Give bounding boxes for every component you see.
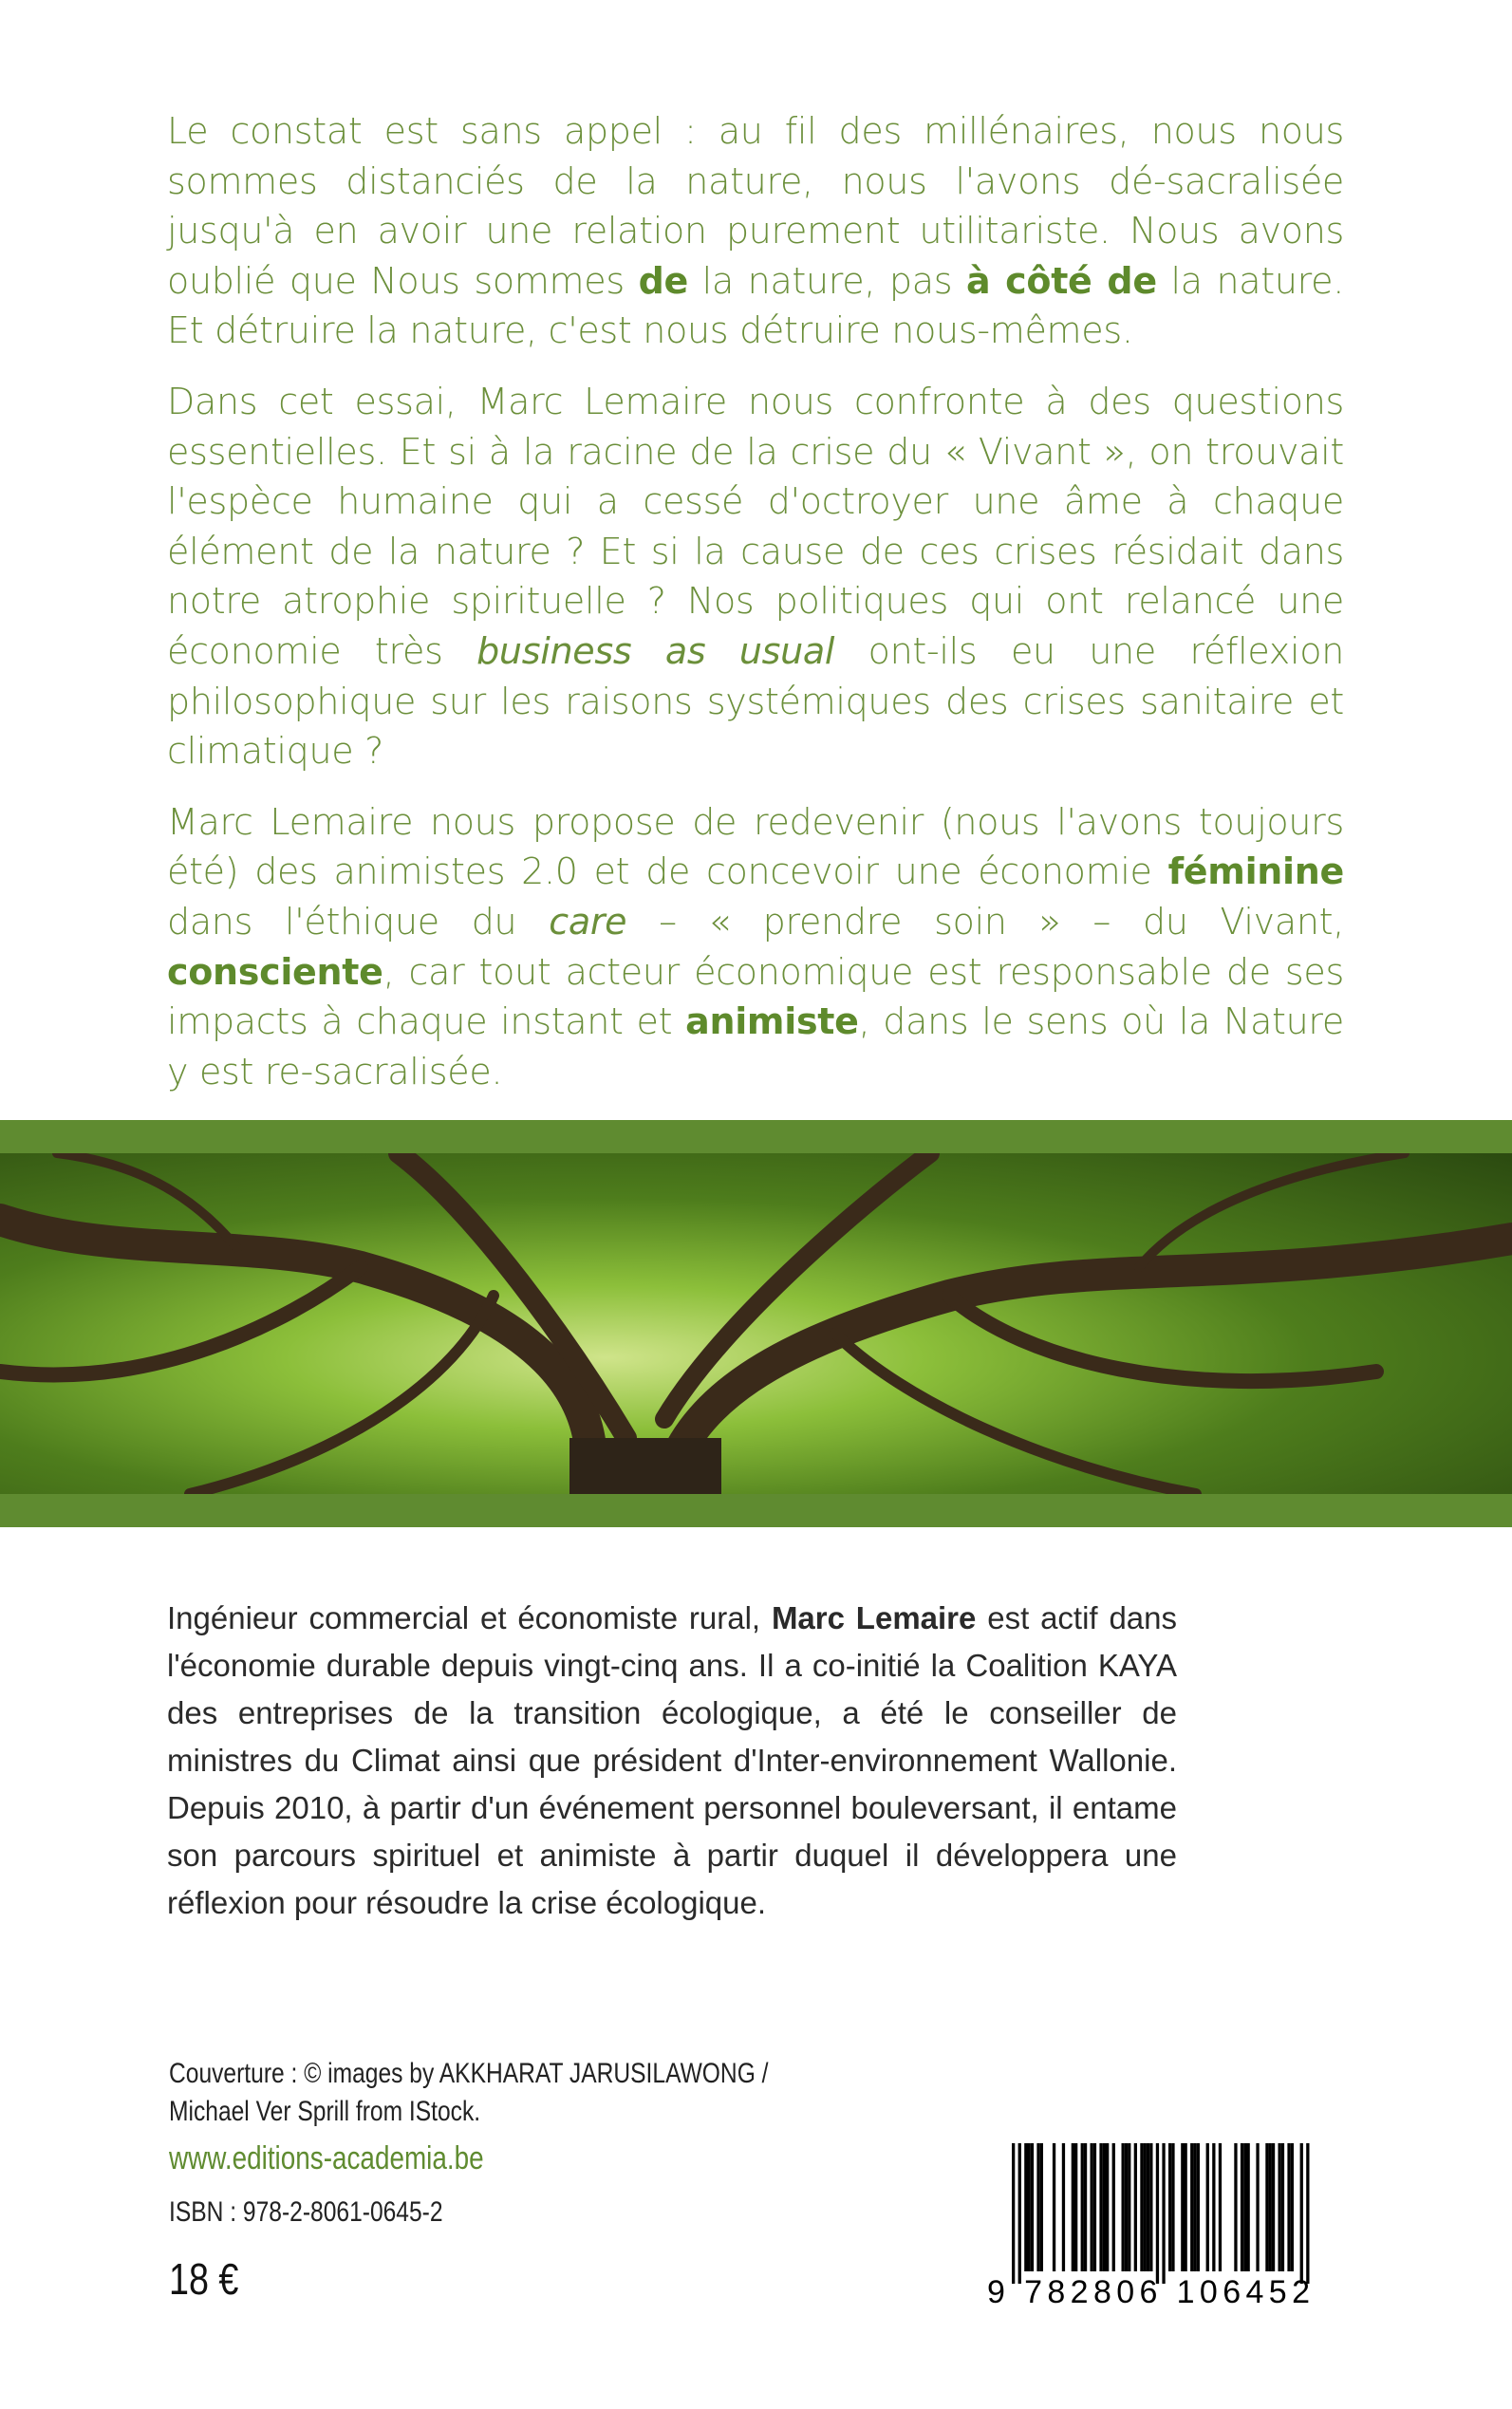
barcode-bar [1190,2143,1193,2271]
blurb-paragraph [167,377,1344,776]
barcode-bar [1193,2143,1196,2271]
barcode-bar [1062,2143,1065,2271]
barcode-bar [1140,2143,1143,2271]
blurb-text: la nature. Et détruire la nature, c'est nous détruire nous-mêmes. [167,259,1345,352]
barcode-bar [1144,2143,1147,2271]
barcode-bar [1291,2143,1294,2271]
barcode-bar [1074,2143,1077,2271]
barcode-bar [1099,2143,1102,2271]
barcode-bar [1091,2143,1093,2271]
back-cover-blurb [167,106,1344,1117]
barcode-digits: 9 782806 106452 [987,2274,1310,2309]
author-bio [167,1595,1177,1927]
blurb-text: Marc Lemaire nous propose de redevenir (nous l'avons toujours été) des animistes 2.0 et de concevoir une économie [167,800,1344,893]
emphasis-text: féminine [1167,850,1344,893]
barcode-bar [1036,2143,1039,2271]
isbn: ISBN : 978-2-8061-0645-2 [169,2196,443,2228]
barcode-bar [1234,2143,1237,2271]
barcode-bar [1125,2143,1128,2271]
italic-text: business as usual [476,629,835,672]
barcode-bar [1272,2143,1275,2271]
barcode-bar [1031,2143,1034,2271]
tree-branches-image [0,1153,1512,1494]
barcode-bar [1122,2143,1125,2271]
barcode-bar [1241,2143,1243,2271]
barcode-bar [1084,2143,1087,2271]
barcode-bar [1168,2143,1171,2271]
bio-text: est actif dans l'économie durable depuis vingt-cinq ans. Il a co-initié la Coalition KAYA des entreprises de la transition écologique, a été le conseiller de ministres du Climat ainsi que président d'Inter-environnement Wallonie. Depuis 2010, à partir d'un événement personnel bouleversant, il entame son parcours spirituel et animiste à partir duquel il développera une réflexion pour résoudre la crise écologique. [167,1600,1177,1920]
barcode-bar [1053,2143,1055,2271]
barcode-bar [1256,2143,1259,2271]
barcode-bar [1197,2143,1200,2271]
barcode-bar [1128,2143,1130,2271]
barcode-bar [1018,2143,1021,2284]
blurb-text: la nature, pas [687,259,966,302]
barcode-bar [1162,2143,1165,2284]
barcode-bar [1212,2143,1215,2271]
barcode-bar [1279,2143,1281,2271]
barcode-bar [1243,2143,1246,2271]
barcode-bar [1147,2143,1149,2271]
emphasis-text: consciente [167,950,383,993]
barcode-bar [1024,2143,1027,2271]
blurb-paragraph [167,797,1344,1097]
blurb-text: Le constat est sans appel : au fil des millénaires, nous nous sommes distanciés de la nature, nous l'avons dé-sacralisée jusqu'à en avoir une relation purement utilitariste. Nous avons oublié que Nous sommes [167,110,1344,302]
barcode-bar [1306,2143,1309,2284]
barcode-bar [1269,2143,1272,2271]
blurb-text: , car tout acteur économique est responsable de ses impacts à chaque instant et [167,950,1344,1043]
barcode-bar [1265,2143,1268,2271]
barcode-bar [1040,2143,1043,2271]
barcode-bar [1081,2143,1084,2271]
blurb-text: Dans cet essai, Marc Lemaire nous confronte à des questions essentielles. Et si à la racine de la crise du « Vivant », on trouvait l'espèce humaine qui a cessé d'octroyer une âme à chaque élément de la nature ? Et si la cause de ces crises résidait dans notre atrophie spirituelle ? Nos politiques qui ont relancé une économie très [167,380,1344,672]
barcode-bar [1185,2143,1187,2271]
green-band-bottom [0,1494,1512,1527]
italic-text: care [549,900,627,943]
cover-credit-line-1: Couverture : © images by AKKHARAT JARUSILAWONG / [169,2058,769,2089]
barcode-bar [1219,2143,1222,2271]
price: 18 € [169,2254,239,2304]
bio-text: Ingénieur commercial et économiste rural, [167,1600,772,1635]
barcode-bar [1247,2143,1250,2271]
barcode-bar [1106,2143,1109,2271]
barcode-bar [1206,2143,1209,2271]
barcode-bar [1300,2143,1303,2284]
blurb-paragraph [167,106,1344,356]
blurb-text: dans l'éthique du [167,900,550,943]
emphasis-text: à côté de [965,259,1157,302]
barcode-bar [1287,2143,1290,2271]
barcode-bar [1112,2143,1115,2271]
barcode-bar [1181,2143,1184,2271]
barcode-bar [1281,2143,1284,2271]
cover-credit-line-2: Michael Ver Sprill from IStock. [169,2096,481,2127]
barcode-bar [1072,2143,1074,2271]
blurb-text: – « prendre soin » – du Vivant, [626,900,1345,943]
barcode-bar [1149,2143,1152,2271]
barcode-bar [1012,2143,1015,2284]
isbn-barcode [987,2143,1329,2309]
blurb-text: , dans le sens où la Nature y est re-sacralisée. [167,1000,1345,1092]
author-name: Marc Lemaire [771,1600,977,1635]
tree-canopy-photo [0,1153,1512,1494]
barcode-bar [1093,2143,1096,2271]
barcode-bar [1171,2143,1174,2271]
barcode-bar [1028,2143,1031,2271]
green-band-top [0,1120,1512,1153]
barcode-bar [1103,2143,1106,2271]
emphasis-text: de [638,259,688,302]
emphasis-text: animiste [685,1000,859,1043]
publisher-url[interactable]: www.editions-academia.be [169,2140,484,2176]
barcode-bar [1134,2143,1137,2271]
barcode-bar [1156,2143,1159,2284]
blurb-text: ont-ils eu une réflexion philosophique sur les raisons systémiques des crises sanitaire et climatique ? [167,629,1344,773]
